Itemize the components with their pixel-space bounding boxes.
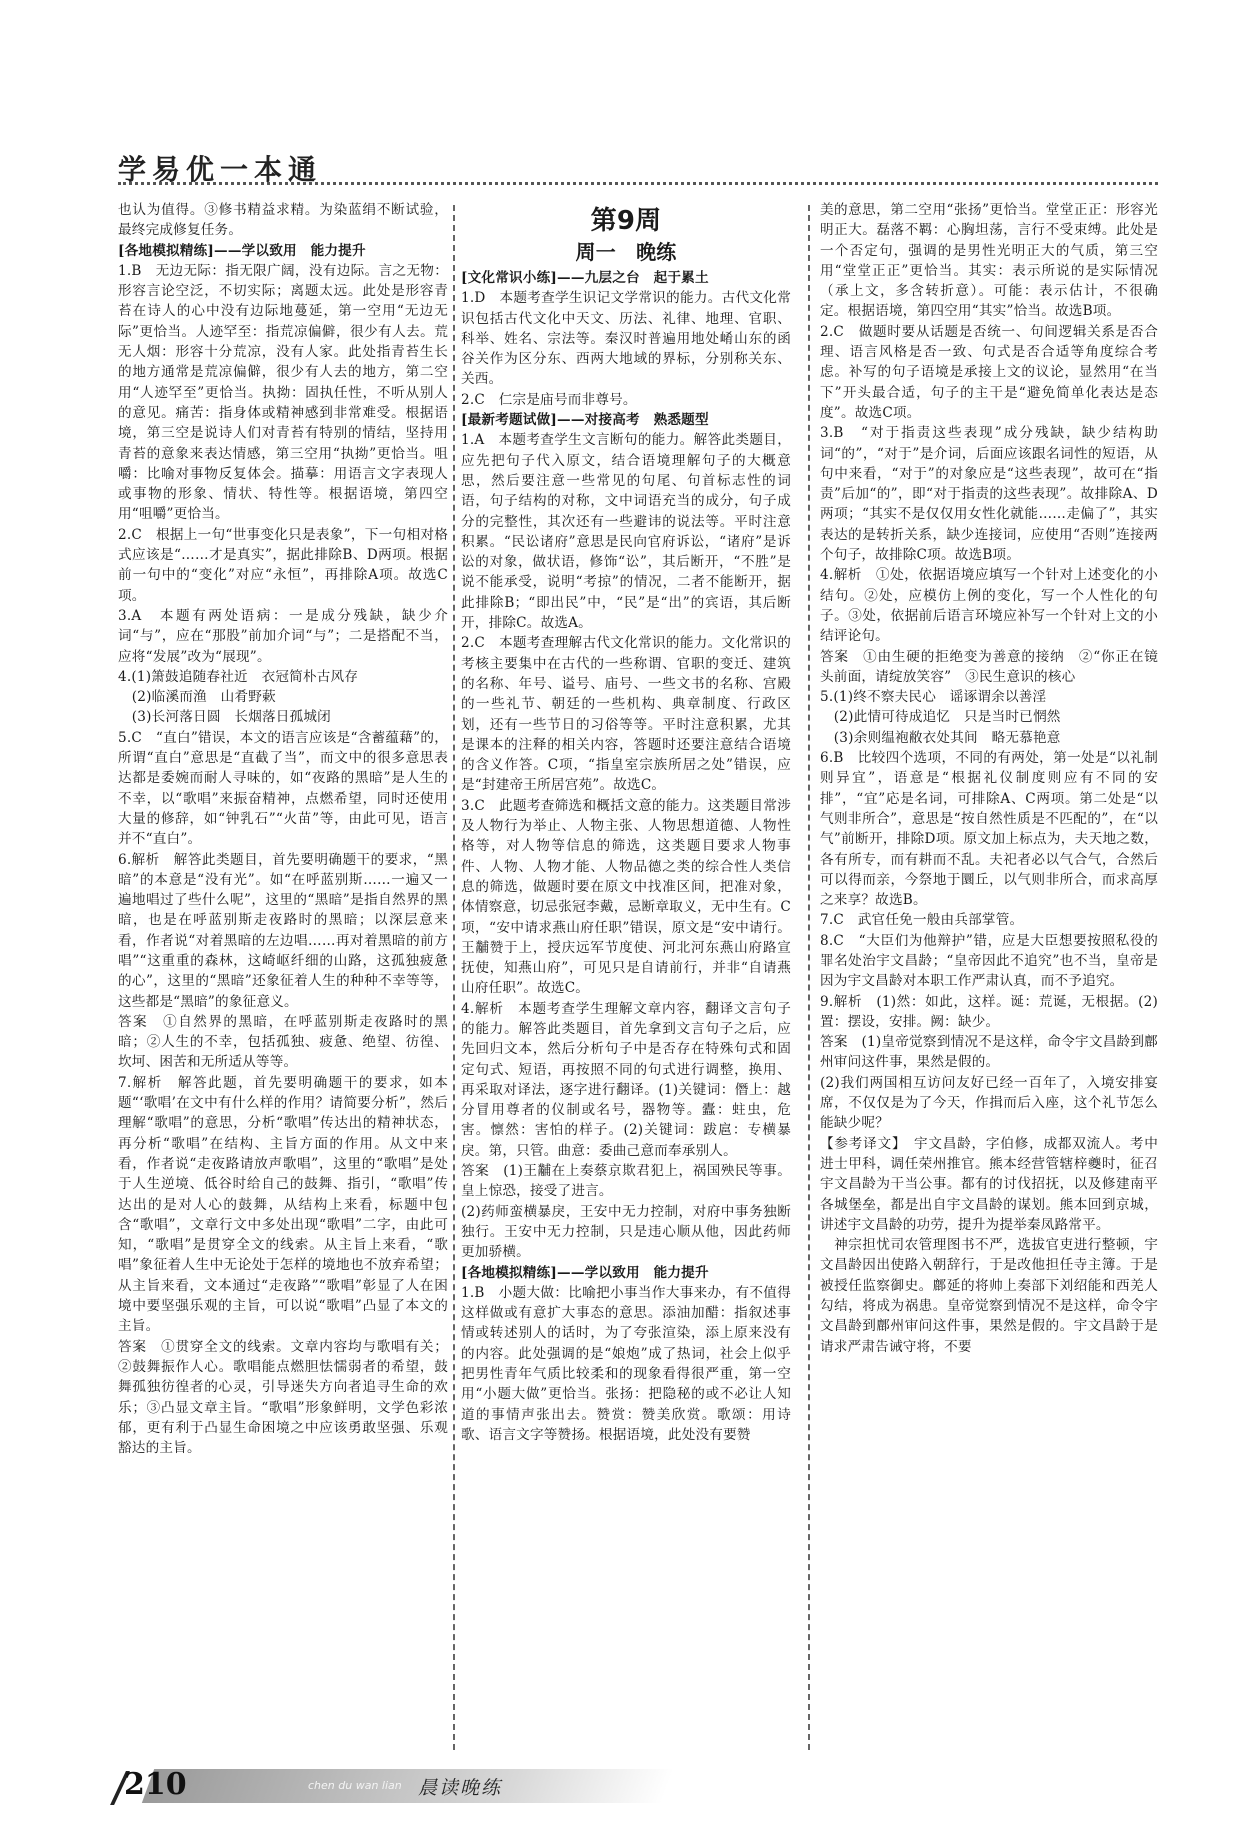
- book-title: 学易优一本通: [118, 153, 323, 186]
- answer-paragraph: 答案 (1)皇帝觉察到情况不是这样，命令宇文昌龄到鄜州审问这件事，果然是假的。: [820, 1034, 1158, 1071]
- answer-paragraph: 2.C 仁宗是庙号而非尊号。: [461, 391, 637, 408]
- answer-paragraph: 1.B 小题大做：比喻把小事当作大事来办，有不值得这样做或有意扩大事态的意思。添油加醋：指叙述事情或转述别人的话时，为了夸张渲染，添上原来没有的内容。此处强调的是“娘炮”成了热词，社会上似乎把男性青年气质比较柔和的现象看得很严重，第一空用“小题大做”更恰当。张扬：把隐秘的或不必让人知道的事情声张出去。赞赏：赞美欣赏。歌颂：用诗歌、语言文字等赞扬。根据语境，此处没有要赞: [461, 1284, 791, 1443]
- answer-paragraph: 4.(1)箫鼓追随春社近 衣冠简朴古风存: [118, 668, 359, 685]
- answer-paragraph: (2)我们两国相互访问友好已经一百年了，入境安排宴席，不仅仅是为了今天，作揖而后入座，这个礼节怎么能缺少呢？: [820, 1074, 1158, 1132]
- column-divider-2: [808, 205, 810, 1750]
- footer-label: 晨读晚练: [418, 1777, 503, 1799]
- answer-paragraph: 7.C 武官任免一般由兵部掌管。: [820, 912, 1024, 929]
- answer-paragraph: 4.解析 ①处，依据语境应填写一个针对上述变化的小结句。②处，应模仿上例的变化，写一个人性化的句子。③处，依据前后语言环境应补写一个针对上文的小结评论句。: [820, 567, 1158, 645]
- answer-paragraph: (2)药师蛮横暴戾，王安中无力控制，对府中事务独断独行。王安中无力控制，只是违心顺从他，因此药师更加骄横。: [461, 1203, 791, 1261]
- answer-paragraph: 答案 (1)王黼在上奏蔡京欺君犯上，祸国殃民等事。皇上惊恐，接受了进言。: [461, 1163, 791, 1200]
- answer-paragraph: 3.A 本题有两处语病：一是成分残缺，缺少介词“与”，应在“那股”前加介词“与”；二是搭配不当，应将“发展”改为“展现”。: [118, 607, 448, 665]
- answer-paragraph: (2)此情可待成追忆 只是当时已惘然: [820, 709, 1061, 726]
- answer-paragraph: 【参考译文】 宇文昌龄，字伯修，成都双流人。考中进士甲科，调任荣州推官。熊本经营管辖梓夔时，征召宇文昌龄为干当公事。都有的讨伐招抚，以及修建南平各城堡垒，都是出自宇文昌龄的谋划。熊本回到京城，讲述宇文昌龄的功劳，提升为提举秦凤路常平。: [820, 1135, 1158, 1233]
- answer-paragraph: 答案 ①自然界的黑暗，在呼蓝别斯走夜路时的黑暗；②人生的不幸，包括孤独、疲惫、绝望、彷徨、坎坷、困苦和无所适从等等。: [118, 1013, 448, 1071]
- answer-paragraph: 5.(1)终不察夫民心 谣诼谓余以善淫: [820, 689, 1047, 706]
- day-title: 周一 晚练: [575, 240, 677, 264]
- answer-paragraph: 1.B 无边无际：指无限广阔，没有边际。言之无物：形容言论空泛，不切实际；离题太远。此处是形容青苔在诗人的心中没有边际地蔓延，第一空用“无边无际”更恰当。人迹罕至：指荒凉偏僻，很少有人去。荒无人烟：形容十分荒凉，没有人家。此处指青苔生长的地方通常是荒凉偏僻，很少有人去的地方，第二空用“人迹罕至”更恰当。执拗：固执任性，不听从别人的意见。痛苦：指身体或精神感到非常难受。根据语境，第三空是说诗人们对青苔有特别的情结，坚持用青苔的意象来表达情感，第三空用“执拗”更恰当。咀嚼：比喻对事物反复体会。描摹：用语言文字表现人或事物的形象、情状、特性等。根据语境，第四空用“咀嚼”更恰当。: [118, 262, 448, 523]
- answer-paragraph: 9.解析 (1)然：如此，这样。诞：荒诞，无根据。(2)置：摆设，安排。阙：缺少。: [820, 993, 1158, 1030]
- answer-paragraph: 答案 ①由生硬的拒绝变为善意的接纳 ②“你正在镜头前面，请绽放笑容” ③民生意识的核心: [820, 648, 1158, 685]
- answer-paragraph: 3.C 此题考查筛选和概括文意的能力。这类题目常涉及人物行为举止、人物主张、人物思想道德、人物性格等，对人物等信息的筛选，这类题目要求人物事件、人物、人物才能、人物品德之类的综合性人类信息的筛选，做题时要在原文中找准区间，把准对象，体情察意，切忌张冠李戴，忌断章取义，无中生有。C项，“安中请求燕山府任职”错误，原文是“安中请行。王黼赞于上，授庆远军节度使、河北河东燕山府路宣抚使，知燕山府”，可见只是自请前行，并非“自请燕山府任职”。故选C。: [461, 797, 791, 997]
- page-header: [118, 140, 1158, 190]
- answer-paragraph: 4.解析 本题考查学生理解文章内容，翻译文言句子的能力。解答此类题目，首先拿到文言句子之后，应先回归文本，然后分析句子中是否存在特殊句式和固定句式、短语，再按照不同的句式进行调整，换用、再采取对译法，逐字进行翻译。(1)关键词：僭上：越分冒用尊者的仪制或名号，器物等。蠹：蛀虫，危害。懔然：害怕的样子。(2)关键词：跋扈：专横暴戾。第，只管。曲意：委曲己意而奉承别人。: [461, 1000, 791, 1159]
- answer-paragraph: 也认为值得。③修书精益求精。为染蓝绢不断试验，最终完成修复任务。: [118, 202, 448, 239]
- section-heading: [最新考题试做]——对接高考 熟悉题型: [461, 412, 709, 429]
- answer-paragraph: 3.B “对于指责这些表现”成分残缺，缺少结构助词“的”，“对于”是介词，后面应该跟名词性的短语，从句中来看，“对于”的对象应是“这些表现”，故可在“指责”后加“的”，即“对于指责的这些表现”。故排除A、D两项；“其实不是仅仅用女性化就能……走偏了”，其实表达的是转折关系，缺少连接词，应使用“否则”连接两个句子，故排除C项。故选B项。: [820, 425, 1158, 564]
- column-middle: [461, 200, 791, 1760]
- footer-pinyin: chen du wan lian: [308, 1779, 402, 1792]
- section-heading: [各地模拟精练]——学以致用 能力提升: [118, 242, 366, 259]
- answer-paragraph: 答案 ①贯穿全文的线索。文章内容均与歌唱有关；②鼓舞振作人心。歌唱能点燃胆怯懦弱者的希望，鼓舞孤独彷徨者的心灵，引导迷失方向者追寻生命的欢乐；③凸显文章主旨。“歌唱”形象鲜明，文学色彩浓郁，更有利于凸显生命困境之中应该勇敢坚强、乐观豁达的主旨。: [118, 1338, 448, 1457]
- answer-paragraph: 1.A 本题考查学生文言断句的能力。解答此类题目，应先把句子代入原文，结合语境理解句子的大概意思，然后要注意一些常见的句尾、句首标志性的词语，句子结构的对称，文中词语充当的成分，句子成分的完整性，其次还有一些避讳的说法等。平时注意积累。“民讼诸府”意思是民向官府诉讼，“诸府”是诉讼的对象，做状语，修饰“讼”，其后断开，“不胜”是说不能承受，说明“考掠”的情况，二者不能断开，据此排除B；“即出民”中，“民”是“出”的宾语，其后断开，排除C。故选A。: [461, 432, 791, 632]
- answer-paragraph: 神宗担忧司农管理图书不严，选拔官吏进行整顿，宇文昌龄因出使路入朝辞行，于是改他担任寺主簿。于是被授任监察御史。鄜延的将帅上奏部下刘绍能和西羌人勾结，将成为祸患。皇帝觉察到情况不是这样，命令宇文昌龄到鄜州审问这件事，果然是假的。宇文昌龄于是请求严肃告诫守将，不要: [820, 1237, 1158, 1355]
- answer-paragraph: (3)余则缊袍敝衣处其间 略无慕艳意: [820, 729, 1061, 746]
- section-heading: [各地模拟精练]——学以致用 能力提升: [461, 1264, 709, 1281]
- column-middle-body: [461, 268, 791, 1445]
- answer-paragraph: 1.D 本题考查学生识记文学常识的能力。古代文化常识包括古代文化中天文、历法、礼律、地理、官职、科举、姓名、宗法等。秦汉时普遍用地处崤山东的函谷关作为区分东、西两大地域的界标，分别称关东、关西。: [461, 290, 791, 388]
- answer-paragraph: 8.C “大臣们为他辩护”错，应是大臣想要按照私役的罪名处治宇文昌龄；“皇帝因此不追究”也不当，皇帝是因为宇文昌龄对本职工作严肃认真，而不予追究。: [820, 932, 1158, 990]
- page-footer: [118, 1765, 638, 1805]
- answer-paragraph: 6.B 比较四个选项，不同的有两处，第一处是“以礼制则异宜”，语意是“根据礼仪制度则应有不同的安排”，“宜”応是名词，可排除A、C两项。第二处是“以气则非所合”，意思是“按自然性质是不匹配的”，在“以气”前断开，排除D项。原文加上标点为，夫天地之数，各有所专，而有耕而不乱。夫祀者必以气合气，合然后可以得而亲，今祭地于圜丘，以气则非所合，而求高厚之来享？故选B。: [820, 750, 1158, 909]
- answer-paragraph: 5.C “直白”错误，本文的语言应该是“含蓄蕴藉”的，所谓“直白”意思是“直截了当”，而文中的很多意思表达都是委婉而耐人寻味的，如“夜路的黑暗”是人生的不幸，以“歌唱”来振奋精神，点燃希望，同时还使用大量的修辞，如“钟乳石”“火苗”等，由此可见，语言并不“直白”。: [118, 729, 448, 848]
- answer-paragraph: 6.解析 解答此类题目，首先要明确题干的要求，“黑暗”的本意是“没有光”。如“在呼蓝别斯……一遍又一遍地唱过了些什么呢”，这里的“黑暗”是指自然界的黑暗，也是在呼蓝别斯走夜路时的黑暗；以深层意来看，作者说“对着黑暗的左边唱……再对着黑暗的前方唱”“这重重的森林，这崎岖纤细的山路，这孤独疲惫的心”，这里的“黑暗”还象征着人生的种种不幸等等，这些都是“黑暗”的象征意义。: [118, 851, 448, 1010]
- answer-paragraph: 2.C 做题时要从话题是否统一、句间逻辑关系是否合理、语言风格是否一致、句式是否合适等角度综合考虑。补写的句子语境是承接上文的议论，显然用“在当下”开头最合适，句子的主干是“避免简单化表达是态度”。故选C项。: [820, 323, 1158, 421]
- column-divider-1: [453, 205, 455, 1750]
- answer-paragraph: 7.解析 解答此题，首先要明确题干的要求，如本题“‘歌唱’在文中有什么样的作用？请简要分析”，然后理解“歌唱”的意思，分析“歌唱”传达出的精神状态，再分析“歌唱”在结构、主旨方面的作用。从文中来看，作者说“走夜路请放声歌唱”，这里的“歌唱”是处于人生逆境、低谷时给自己的鼓舞、指引，“歌唱”传达出的是对人心的鼓舞，从结构上来看，标题中包含“歌唱”，文章行文中多处出现“歌唱”二字，由此可知，“歌唱”是贯穿全文的线索。从主旨上来看，“歌唱”象征着人生中无论处于怎样的境地也不放弃希望；从主旨来看，文本通过“走夜路”“歌唱”彰显了人在困境中要坚强乐观的主旨，可以说“歌唱”凸显了本文的主旨。: [118, 1074, 448, 1335]
- section-heading: [文化常识小练]——九层之台 起于累土: [461, 270, 709, 286]
- answer-paragraph: 2.C 本题考查理解古代文化常识的能力。文化常识的考核主要集中在古代的一些称谓、官职的变迁、建筑的名称、年号、谥号、庙号、一些文书的名称、宫殿的一些礼节、朝廷的一些机构、典章制度、行政区划，还有一些节日的习俗等等。平时注意积累，尤其是课本的注释的相关内容，答题时还要注意结合语境的含义作答。C项，“指皇室宗族所居之处”错误，应是“封建帝王所居宫苑”。故选C。: [461, 635, 791, 794]
- answer-paragraph: (3)长河落日圆 长烟落日孤城闭: [118, 709, 331, 726]
- week-title: 第9周: [590, 206, 662, 236]
- answer-paragraph: 美的意思，第二空用“张扬”更恰当。堂堂正正：形容光明正大。磊落不羁：心胸坦荡，言行不受束缚。此处是一个否定句，强调的是男性光明正大的气质，第三空用“堂堂正正”更恰当。其实：表示所说的是实际情况（承上文，多含转折意）。可能：表示估计，不很确定。根据语境，第四空用“其实”恰当。故选B项。: [820, 202, 1158, 320]
- header-rule: [118, 182, 1158, 185]
- page-number: 210: [124, 1767, 187, 1802]
- footer-banner: [142, 1769, 674, 1803]
- answer-paragraph: 2.C 根据上一句“世事变化只是表象”，下一句相对格式应该是“……才是真实”，据此排除B、D两项。根据前一句中的“变化”对应“永恒”，再排除A项。故选C项。: [118, 526, 448, 604]
- answer-paragraph: (2)临溪而渔 山肴野蔌: [118, 689, 276, 706]
- column-left: [118, 200, 448, 1760]
- column-right: [820, 200, 1158, 1760]
